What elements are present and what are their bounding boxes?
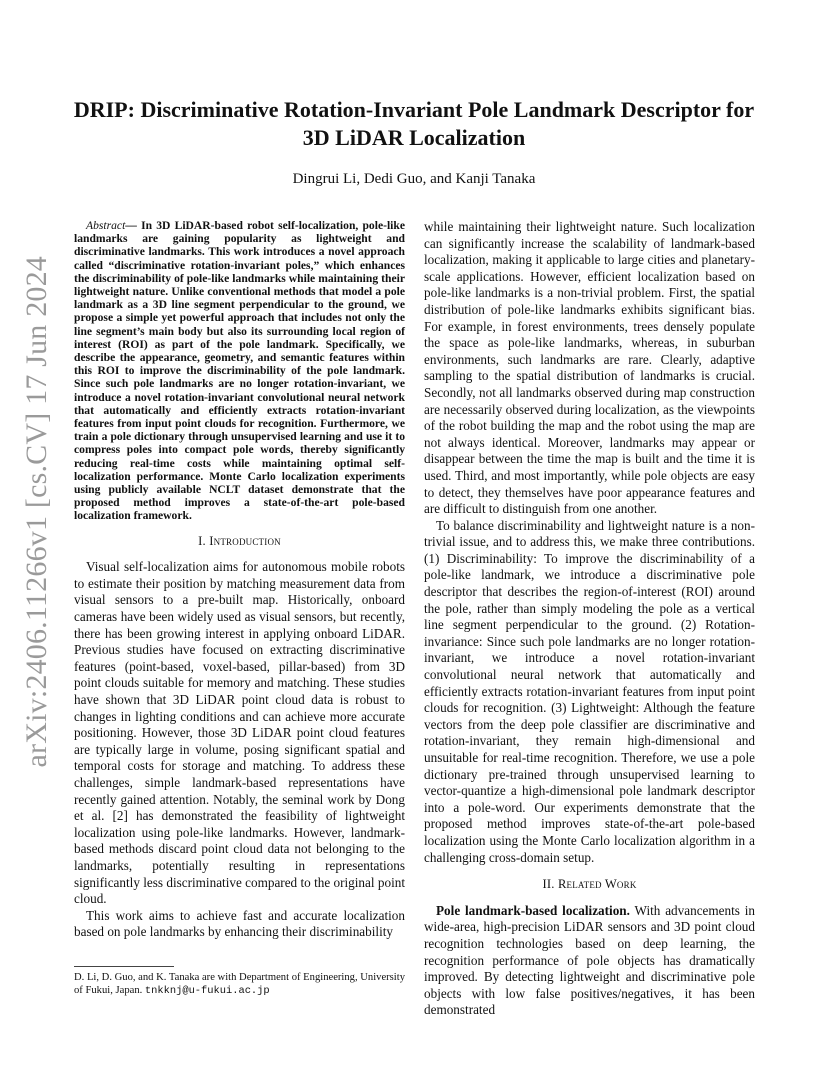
intro-paragraph-2: This work aims to achieve fast and accurate localization based on pole landmarks by enhancing their discriminability [74, 907, 405, 940]
related-work-paragraph-1 [424, 903, 755, 1019]
arxiv-stamp-text: arXiv:2406.11266v1 [cs.CV] 17 Jun 2024 [20, 256, 53, 768]
section-title: Related Work [557, 877, 637, 892]
section-numeral: I. [198, 533, 210, 548]
arxiv-stamp [14, 256, 60, 768]
section-numeral: II. [542, 877, 558, 892]
footnote-text: D. Li, D. Guo, and K. Tanaka are with Department of Engineering, University of Fukui, Japan. [74, 972, 405, 996]
run-in-heading: Pole landmark-based localization. [436, 902, 630, 918]
intro-paragraph-2-continued: while maintaining their lightweight nature. Such localization can significantly increase the scalability of landmark-based localization, making it applicable to large cities and planetary-scale applications. However, efficient localization based on pole-like landmarks is a non-trivial problem. First, the spatial distribution of pole-like landmarks exhibits significant bias. For example, in forest environments, trees densely populate the space as pole-like landmarks, whereas, in suburban environments, such landmarks are rare. Clearly, adaptive sampling to the spatial distribution of landmarks is crucial. Secondly, not all landmarks observed during map construction are necessarily observed during localization, as the viewpoints of the robot building the map and the robot using the map are not always identical. Moreover, landmarks may appear or disappear between the time the map is built and the time it is used. Third, and most importantly, while pole objects are easy to detect, they themselves have poor appearance features and are difficult to distinguish from one another. [424, 219, 755, 517]
abstract [74, 219, 405, 523]
footnote-divider [74, 966, 174, 967]
paper-title-line2: 3D LiDAR Localization [302, 125, 526, 150]
footnote-email: tnkknj@u-fukui.ac.jp [144, 985, 270, 997]
author-footnote [74, 966, 405, 998]
intro-paragraph-1: Visual self-localization aims for autonomous mobile robots to estimate their position by matching measurement data from visual sensors to a pre-built map. Historically, onboard cameras have been widely used as visual sensors, but recently, there has been growing interest in applying onboard LiDAR. Previous studies have focused on extracting discriminative features (point-based, voxel-based, pillar-based) from 3D point clouds suitable for memory and matching. These studies have shown that 3D LiDAR point cloud data is robust to changes in lighting conditions and can achieve more accurate positioning. However, those 3D LiDAR point cloud features are typically large in volume, posing significant spatial and temporal costs for storage and matching. To address these challenges, simple landmark-based representations have recently gained attention. Notably, the seminal work by Dong et al. [2] has demonstrated the feasibility of lightweight localization using pole-like landmarks. However, landmark-based methods discard point cloud data not belonging to the landmarks, potentially resulting in representations significantly less discriminative compared to the original point cloud. [74, 559, 405, 907]
abstract-label: Abstract [86, 219, 126, 232]
author-list: Dingrui Li, Dedi Guo, and Kanji Tanaka [292, 171, 536, 187]
related-work-text: With advancements in wide-area, high-precision LiDAR sensors and 3D point cloud recognition technologies based on deep learning, the recognition performance of pole objects has dramatically improved. By detecting lightweight and discriminative pole objects with low false positives/negatives, it has been demonstrated [424, 902, 755, 1018]
right-column [424, 219, 755, 1019]
abstract-separator: — [125, 219, 142, 232]
paper-title [60, 96, 768, 152]
section-heading-introduction [74, 533, 405, 550]
abstract-text: In 3D LiDAR-based robot self-localization, pole-like landmarks are gaining popularity as lightweight and discriminative landmarks. This work introduces a novel approach called “discriminative rotation-invariant poles,” which enhances the discriminability of pole-like landmarks while maintaining their lightweight nature. Unlike conventional methods that model a pole landmark as a 3D line segment perpendicular to the ground, we propose a simple yet powerful approach that includes not only the line segment’s main body but also its surrounding local region of interest (ROI) as part of the pole landmark. Specifically, we describe the appearance, geometry, and semantic features within this ROI to improve the discriminability of the pole landmark. Since such pole landmarks are no longer rotation-invariant, we introduce a novel rotation-invariant convolutional neural network that automatically and efficiently extracts rotation-invariant features from input point clouds for recognition. Furthermore, we train a pole dictionary through unsupervised learning and use it to compress poles into compact pole words, thereby significantly reducing real-time costs while maintaining optimal self-localization performance. Monte Carlo localization experiments using publicly available NCLT dataset demonstrate that the proposed method improves a state-of-the-art pole-based localization framework. [74, 219, 405, 523]
section-heading-related-work [424, 876, 755, 893]
paper-title-line1: DRIP: Discriminative Rotation-Invariant Pole Landmark Descriptor for [73, 97, 755, 122]
left-column [74, 219, 405, 941]
section-title: Introduction [209, 533, 281, 548]
intro-paragraph-3: To balance discriminability and lightweight nature is a non-trivial issue, and to address this, we make three contributions. (1) Discriminability: To improve the discriminability of a pole-like landmark, we introduce a discriminative pole descriptor that describes the region-of-interest (ROI) around the pole, rather than simply modeling the pole as a vertical line segment perpendicular to the ground. (2) Rotation-invariance: Since such pole landmarks are no longer rotation-invariant, we introduce a novel rotation-invariant convolutional neural network that automatically and efficiently extracts rotation-invariant features from input point clouds for recognition. (3) Lightweight: Although the feature vectors from the deep pole classifier are discriminative and rotation-invariant, they remain high-dimensional and unsuitable for real-time recognition. Therefore, we use a pole dictionary pre-trained through unsupervised learning to vector-quantize a high-dimensional pole landmark descriptor into a pole-word. Our experiments demonstrate that the proposed method improves state-of-the-art pole-based localization using the Monte Carlo localization algorithm in a challenging cross-domain setup. [424, 517, 755, 865]
